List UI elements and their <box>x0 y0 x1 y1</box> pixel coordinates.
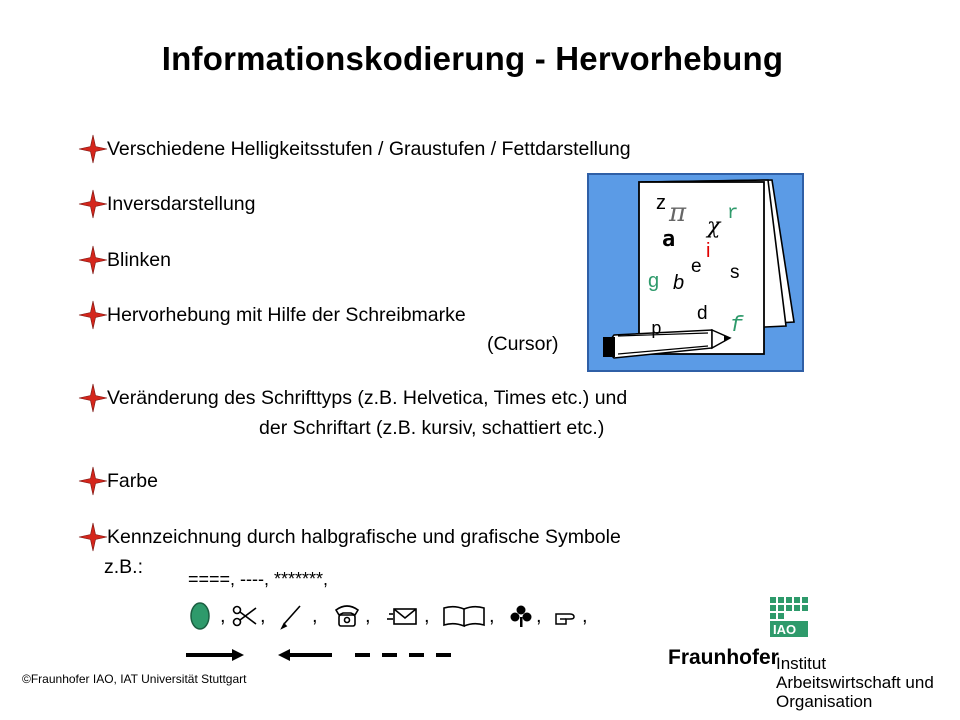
svg-text:,: , <box>582 605 588 627</box>
illustration-letter: χ <box>707 214 721 239</box>
pencil-icon <box>282 606 300 628</box>
bullet-continuation: z.B.: <box>104 556 144 578</box>
star-bullet-icon <box>78 189 108 219</box>
illustration-letter: r <box>727 202 739 224</box>
svg-text:,: , <box>424 605 430 627</box>
bullet-text: Hervorhebung mit Hilfe der Schreibmarke <box>107 304 466 326</box>
graphic-symbols-row <box>182 596 622 636</box>
illustration-letter: p <box>651 320 662 340</box>
halbgrafik-symbols: ====, ----, *******, <box>188 569 329 589</box>
bullet-text: Veränderung des Schrifttyps (z.B. Helvetica, Times etc.) und <box>107 387 628 409</box>
illustration-letter: e <box>691 256 702 277</box>
svg-text:,: , <box>489 605 495 627</box>
bullet-text: Inversdarstellung <box>107 193 256 215</box>
pill-icon <box>191 603 209 629</box>
svg-text:,: , <box>260 605 266 627</box>
star-bullet-icon <box>78 134 108 164</box>
arrow-left-icon <box>278 649 332 661</box>
bullet-text: Kennzeichnung durch halbgrafische und grafische Symbole <box>107 526 621 548</box>
svg-text:,: , <box>365 605 371 627</box>
book-icon <box>444 607 484 626</box>
fraunhofer-brand: Fraunhofer <box>668 646 779 669</box>
illustration-letter: a <box>662 227 676 252</box>
star-bullet-icon <box>78 522 108 552</box>
svg-text:,: , <box>220 605 226 627</box>
scissors-icon <box>234 607 257 626</box>
bullet-text: Farbe <box>107 470 158 492</box>
illustration-letter: d <box>697 303 708 324</box>
illustration-letter: g <box>648 270 660 292</box>
envelope-icon <box>387 609 416 624</box>
telephone-icon <box>336 606 358 626</box>
bullet-text: Verschiedene Helligkeitsstufen / Graustufen / Fettdarstellung <box>107 138 631 160</box>
illustration-letter: z <box>656 192 666 214</box>
institute-line: Institut <box>776 654 827 673</box>
footer-copyright: ©Fraunhofer IAO, IAT Universität Stuttgart <box>22 672 247 686</box>
illustration-letter: π <box>669 198 687 228</box>
iao-badge: IAO <box>773 622 797 637</box>
svg-text:,: , <box>312 605 318 627</box>
star-bullet-icon <box>78 383 108 413</box>
arrows-row <box>180 642 470 666</box>
illustration-letter: f <box>730 313 744 338</box>
illustration-letter: i <box>706 240 711 262</box>
club-icon <box>511 606 532 628</box>
notepad-illustration <box>584 170 807 375</box>
star-bullet-icon <box>78 300 108 330</box>
svg-text:,: , <box>536 605 542 627</box>
illustration-letter: s <box>730 262 740 283</box>
institute-line: Organisation <box>776 692 873 711</box>
illustration-letter: b <box>673 272 685 294</box>
star-bullet-icon <box>78 245 108 275</box>
pointing-hand-icon <box>556 614 574 624</box>
institute-line: Arbeitswirtschaft und <box>776 673 934 692</box>
arrow-right-icon <box>186 649 244 661</box>
page-title: Informationskodierung - Hervorhebung <box>161 40 784 77</box>
bullet-continuation: der Schriftart (z.B. kursiv, schattiert etc.) <box>259 417 605 439</box>
bullet-continuation: (Cursor) <box>487 333 559 355</box>
bullet-text: Blinken <box>107 249 171 271</box>
star-bullet-icon <box>78 466 108 496</box>
institute-name <box>776 654 934 711</box>
